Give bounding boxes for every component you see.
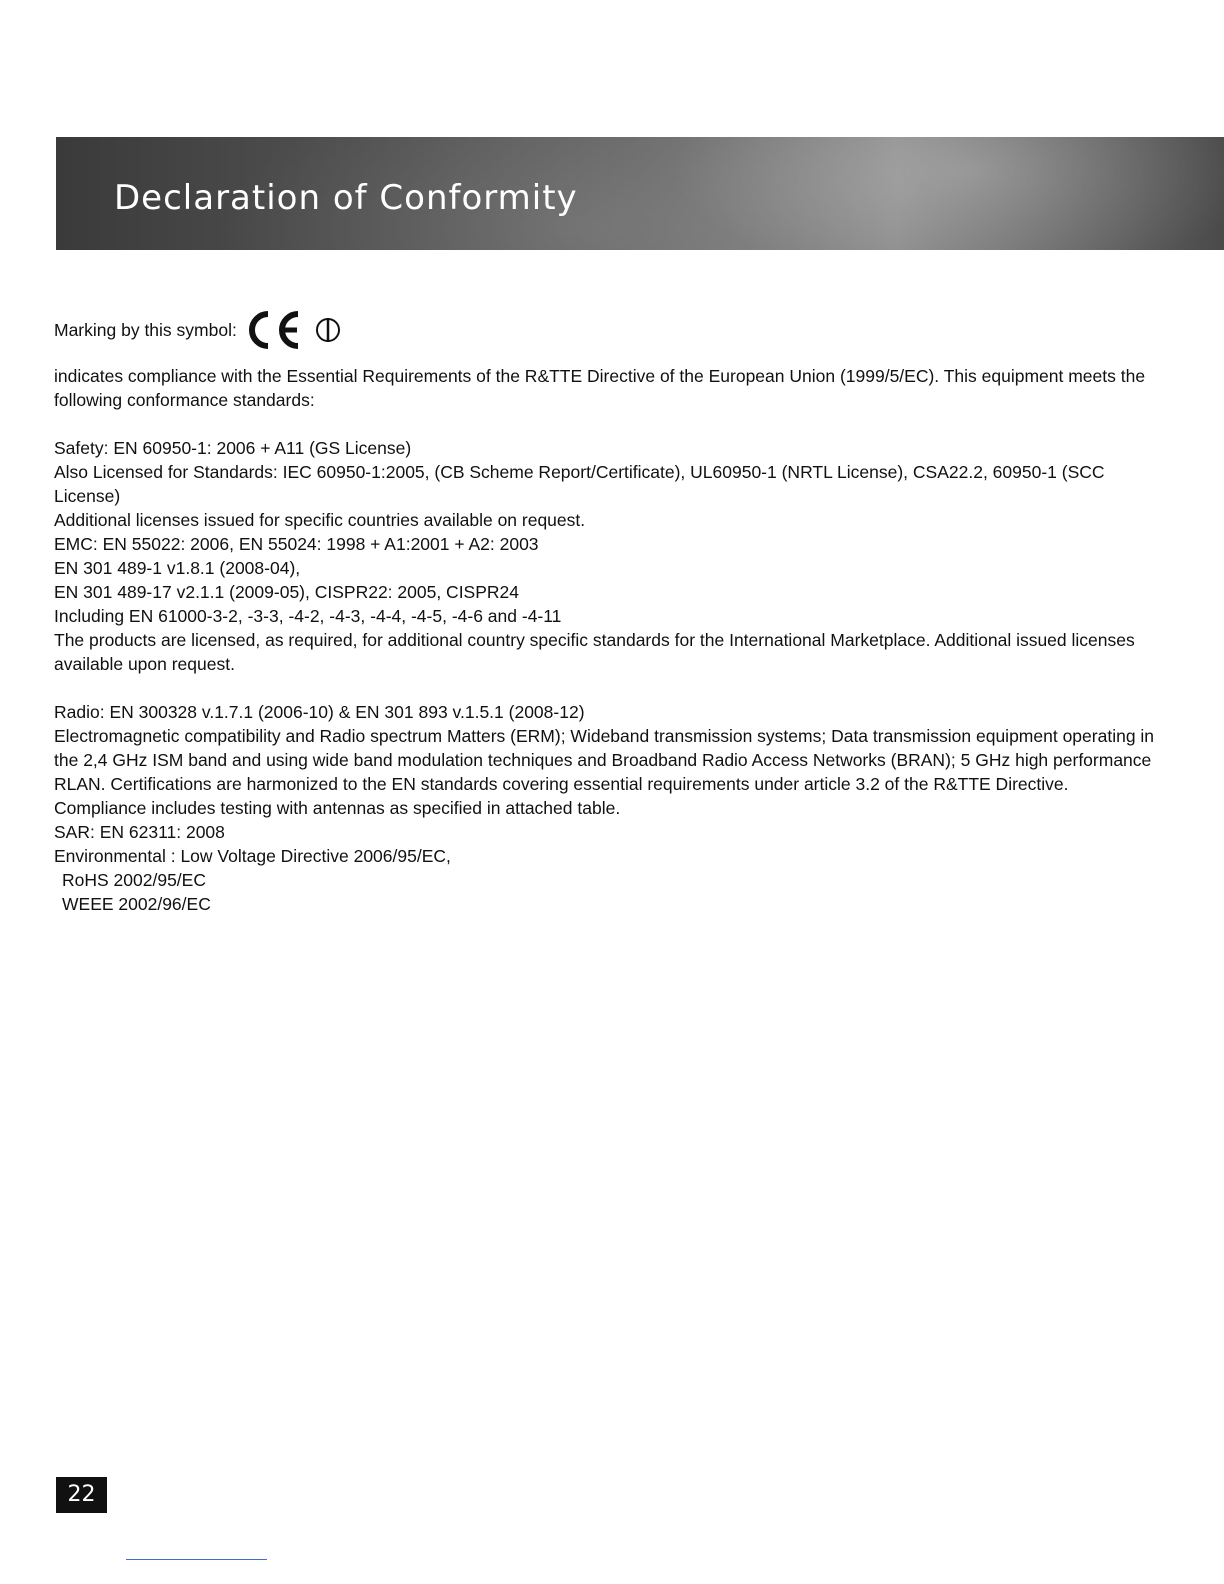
marking-row bbox=[54, 312, 1164, 348]
emc-including: Including EN 61000-3-2, -3-3, -4-2, -4-3, -4-4, -4-5, -4-6 and -4-11 bbox=[54, 606, 562, 626]
alert-class-2-icon bbox=[313, 315, 343, 345]
emc-products-licensed: The products are licensed, as required, for additional country specific standards for the International Marketplace. Additional issued licenses available upon request. bbox=[54, 630, 1135, 674]
page-number: 22 bbox=[56, 1477, 107, 1513]
marking-label: Marking by this symbol: bbox=[54, 320, 237, 340]
emc-en301489-17: EN 301 489-17 v2.1.1 (2009-05), CISPR22: 2005, CISPR24 bbox=[54, 582, 519, 602]
spacer bbox=[54, 676, 1164, 700]
safety-section bbox=[54, 436, 1164, 532]
rohs-line: RoHS 2002/95/EC bbox=[62, 870, 206, 890]
safety-additional-licenses: Additional licenses issued for specific countries available on request. bbox=[54, 510, 586, 530]
environmental-line: Environmental : Low Voltage Directive 2006/95/EC, bbox=[54, 846, 451, 866]
header-banner bbox=[56, 137, 1224, 250]
emc-line: EMC: EN 55022: 2006, EN 55024: 1998 + A1:2001 + A2: 2003 bbox=[54, 534, 539, 554]
page-title: Declaration of Conformity bbox=[114, 178, 578, 218]
safety-line: Safety: EN 60950-1: 2006 + A11 (GS License) bbox=[54, 438, 412, 458]
emc-en301489-1: EN 301 489-1 v1.8.1 (2008-04), bbox=[54, 558, 301, 578]
intro-paragraph: indicates compliance with the Essential Requirements of the R&TTE Directive of the European Union (1999/5/EC). This equipment meets the following conformance standards: bbox=[54, 366, 1146, 410]
radio-line: Radio: EN 300328 v.1.7.1 (2006-10) & EN 301 893 v.1.5.1 (2008-12) bbox=[54, 702, 585, 722]
emc-section bbox=[54, 532, 1164, 676]
ce-mark-icon bbox=[245, 310, 305, 350]
weee-line: WEEE 2002/96/EC bbox=[62, 894, 211, 914]
radio-description: Electromagnetic compatibility and Radio spectrum Matters (ERM); Wideband transmission systems; Data transmission equipment operating in the 2,4 GHz ISM band and using wide band modulation techniques and Broadband Radio Access Networks (BRAN); 5 GHz high performance RLAN. Certifications are harmonized to the EN standards covering essential requirements under article 3.2 of the R&TTE Directive. Compliance includes testing with antennas as specified in attached table. bbox=[54, 726, 1155, 818]
radio-section bbox=[54, 700, 1164, 916]
sar-line: SAR: EN 62311: 2008 bbox=[54, 822, 225, 842]
safety-also-licensed: Also Licensed for Standards: IEC 60950-1:2005, (CB Scheme Report/Certificate), UL60950-1 (NRTL License), CSA22.2, 60950-1 (SCC License) bbox=[54, 462, 1105, 506]
spacer bbox=[54, 412, 1164, 436]
footer-rule bbox=[126, 1559, 267, 1560]
document-body bbox=[54, 312, 1164, 916]
